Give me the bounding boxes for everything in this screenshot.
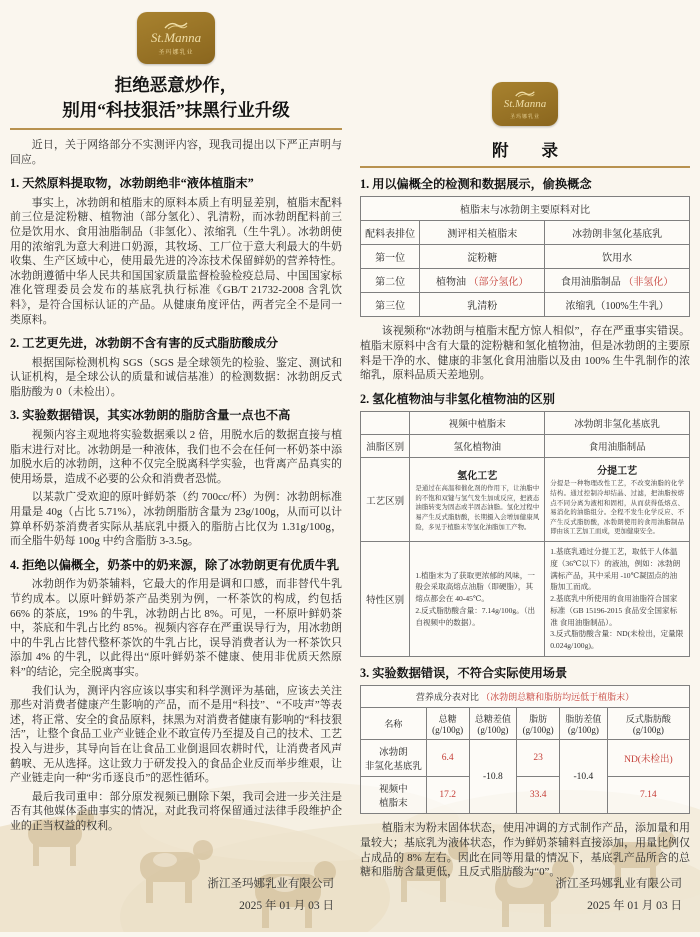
table-cell: 油脂区别 <box>361 435 410 458</box>
signature-block <box>556 874 683 918</box>
ingredients-comparison-table <box>360 196 690 317</box>
statement-column <box>10 0 342 932</box>
company-name: 浙江圣玛娜乳业有限公司 <box>555 878 682 891</box>
title-divider <box>10 128 342 130</box>
paragraph: 我们认为，测评内容应该以事实和科学测评为基础，应该去关注那些对消费者健康产生影响的产品，而不是用“科技”、“不吱声”等表述，将正常、安全的食品原料，抹黑为对消费者健康有影响的“科技狠活”，让整个食品工业产业链企业不敢宣传乃至提及自己的技术、工艺投入与进步，其导向旨在让食品工业倒退回农耕时代，让消费者风声鹤唳、无从选择。这让致力于研发投入的食品企业反而举步维艰，让产业链走向一种“劣币逐良币”的恶性循环。 <box>10 684 342 785</box>
table-cell: 特性区别 <box>361 542 410 657</box>
table-cell: 淀粉糖 <box>420 245 545 269</box>
table-cell: -10.8 <box>469 740 517 814</box>
paragraph: 最后我司重申：部分原发视频已删除下架，我司会进一步关注是否有其他媒体歪曲事实的情况，对此我司将保留通过法律手段维护企业的正当权益的权利。 <box>10 790 342 833</box>
signature-block <box>208 874 335 918</box>
table-cell: 6.4 <box>426 740 469 777</box>
brand-logo-script: St.Manna <box>503 97 547 110</box>
table-cell <box>361 412 410 435</box>
table-cell: 饮用水 <box>545 245 690 269</box>
table-cell: 冰勃朗非氢化基底乳 <box>545 221 690 245</box>
appendix-heading-1: 1. 用以偏概全的检测和数据展示，偷换概念 <box>360 177 592 191</box>
intro-paragraph: 近日，关于网络部分不实测评内容，现我司提出以下严正声明与回应。 <box>10 139 342 166</box>
section-heading: 1. 天然原料提取物，冰勃朗绝非“液体植脂末” <box>10 176 254 191</box>
appendix-paragraph-1: 该视频称“冰勃朗与植脂末配方惊人相似”，存在严重事实错误。植脂末原料中含有大量的淀粉糖和氢化植物油，但是冰勃朗的主要原料是干净的水、健康的非氢化食用油脂以及由 100% 生牛乳制作的浓缩乳，原料品质天差地别。 <box>360 325 690 382</box>
table-cell: 脂肪 (g/100g) <box>517 708 560 740</box>
table-cell: 第二位 <box>361 269 420 293</box>
appendix-heading-3: 3. 实验数据错误，不符合实际使用场景 <box>360 665 568 680</box>
paragraph: 冰勃朗作为奶茶辅料，它最大的作用是调和口感，而非替代牛乳节约成本。以原叶鲜奶茶产品类别为例，一杯茶饮的构成，约包括 66% 的茶底，19% 的牛乳，冰勃朗占比 8%。可见，一杯原叶鲜奶茶中，茶底和牛乳占比约 85%。视频内容存在严重误导行为，用冰勃朗中的牛乳占比替代整杯茶饮的牛乳占比，误导消费者认为一杯茶饮只添加 4% 的牛乳，以此得出“原叶鲜奶茶不健康、使用非优质天然原料”的结论，完全脱离事实。 <box>10 578 342 678</box>
section-heading: 2. 工艺更先进，冰勃朗不含有害的反式脂肪酸成分 <box>10 336 279 351</box>
appendix-title: 附 录 <box>492 141 558 160</box>
section-heading: 4. 拒绝以偏概全，奶茶中的奶来源，除了冰勃朗更有优质牛乳 <box>10 557 340 572</box>
table-cell: 测评相关植脂末 <box>420 221 545 245</box>
table-cell: 氢化工艺 是通过在高温和催化剂的作用下，让油脂中的不饱和双键与氢气发生加成反应，把液态油脂转变为固态或半固态油脂。氢化过程中易产生反式脂肪酸，长期摄入会增加健康风险，多见于植脂末等氢化油脂加工产物。 <box>410 458 545 542</box>
appendix-paragraph-3: 植脂末为粉末固体状态，使用冲调的方式制作产品，添加量和用量较大；基底乳为液体状态，作为鲜奶茶辅料直接添加，用量比例仅占成品的 8% 左右。因此在同等用量的情况下，基底乳产品所含的总糖和脂肪含量更低，且反式脂肪酸为“0”。 <box>360 822 690 879</box>
table-cell: 浓缩乳（100%生牛乳） <box>545 293 690 317</box>
table-cell: 冰勃朗非氢化基底乳 <box>545 412 690 435</box>
statement-sections <box>10 175 342 833</box>
cream-swirl-icon <box>514 89 536 98</box>
cream-swirl-icon <box>163 20 189 30</box>
table-cell: 视频中植脂末 <box>410 412 545 435</box>
appendix-column <box>360 0 690 932</box>
table-cell: 氢化植物油 <box>410 435 545 458</box>
table-cell: 植物油 （部分氢化） <box>420 269 545 293</box>
table-cell: 总糖 (g/100g) <box>426 708 469 740</box>
table-cell: 视频中 植脂末 <box>361 777 427 814</box>
table-cell: 17.2 <box>426 777 469 814</box>
table-title: 营养成分表对比 （冰勃朗总糖和脂肪均远低于植脂末） <box>361 686 690 708</box>
table-cell: 食用油脂制品 （非氢化） <box>545 269 690 293</box>
brand-logo-script: St.Manna <box>150 30 202 45</box>
oil-process-comparison-table <box>360 411 690 657</box>
table-cell: 第三位 <box>361 293 420 317</box>
table-cell: 23 <box>517 740 560 777</box>
table-cell: 食用油脂制品 <box>545 435 690 458</box>
table-cell: 脂肪差值 (g/100g) <box>560 708 608 740</box>
brand-logo-subtitle: 圣玛娜乳业 <box>509 114 540 120</box>
table-cell: ND(未检出) <box>607 740 689 777</box>
appendix-divider <box>360 166 690 168</box>
company-name: 浙江圣玛娜乳业有限公司 <box>207 878 334 891</box>
table-cell: 33.4 <box>517 777 560 814</box>
table-cell: 名称 <box>361 708 427 740</box>
paragraph: 根据国际检测机构 SGS（SGS 是全球领先的检验、鉴定、测试和认证机构，是全球公认的质量和诚信基准）的检测数据：冰勃朗反式脂肪酸为 0（未检出）。 <box>10 356 342 398</box>
brand-logo-subtitle: 圣玛娜乳业 <box>158 50 194 56</box>
brand-logo-small <box>492 82 558 126</box>
signature-date: 2025 年 01 月 03 日 <box>587 900 682 913</box>
table-cell: 7.14 <box>607 777 689 814</box>
appendix-heading-2: 2. 氢化植物油与非氢化植物油的区别 <box>360 391 555 406</box>
paragraph: 事实上，冰勃朗和植脂末的原料本质上有明显差别，植脂末配料前三位是淀粉糖、植物油（部分氢化）、乳清粉，而冰勃朗配料前三位是饮用水、食用油脂制品（非氢化）、浓缩乳（生牛乳）。冰勃朗使用的浓缩乳为意大利进口奶源，其牧场、工厂位于意大利最大的牛奶收集、生产区域中心，使用最先进的冷冻技术保留鲜奶的营养特性。冰勃朗遵循中华人民共和国国家质量监督检验检疫总局、中国国家标准化管理委员会发布的基底乳执行标准《GB/T 21732-2008 含乳饮料》，是符合国标认证的产品。从健康角度评估，两者完全不是同一类原料。 <box>10 196 342 326</box>
signature-date: 2025 年 01 月 03 日 <box>239 900 334 913</box>
statement-title-line1: 拒绝恶意炒作， <box>114 75 238 95</box>
table-cell: 1.基底乳通过分提工艺，取低于人体温度（36℃以下）的液油，例如：冰勃朗满标产品，其中采用 -10℃凝固点的油脂加工而成。 2.基底乳中所使用的食用油脂符合国家标准（GB 15196-2015 食品安全国家标准 食用油脂制品）。 3.反式脂肪酸含量：ND(未检出，定量限0.024g/100g)。 <box>545 542 690 657</box>
table-cell: 乳清粉 <box>420 293 545 317</box>
statement-title <box>10 73 342 122</box>
brand-logo <box>137 12 215 64</box>
nutrition-comparison-table <box>360 685 690 814</box>
table-cell: 总糖差值 (g/100g) <box>469 708 517 740</box>
statement-title-line2: 别用“科技狠活”抹黑行业升级 <box>62 99 290 120</box>
table-cell: 配料表排位 <box>361 221 420 245</box>
table-title: 植脂末与冰勃朗主要原料对比 <box>361 197 690 221</box>
table-cell: 反式脂肪酸 (g/100g) <box>607 708 689 740</box>
table-cell: 1.植脂末为了获取更浓郁的风味，一般会采取高熔点油脂（即硬脂），其熔点都会在 40-45℃。 2.反式脂肪酸含量：7.14g/100g。（出自视频中的数据）。 <box>410 542 545 657</box>
table-cell: 分提工艺 分提是一种物理改性工艺，不改变油脂的化学结构。通过控制冷却结晶、过滤，把油脂按熔点不同分离为液相和固相，从而获得低熔点、易消化的油脂组分。全程不发生化学反应、不产生反式脂肪酸，冰勃朗使用的食用油脂制品即由该工艺加工而成，更加健康安全。 <box>545 458 690 542</box>
paragraph: 以某款广受欢迎的原叶鲜奶茶（约 700cc/杯）为例：冰勃朗标准用量是 40g（占比 5.71%），冰勃朗脂肪含量为 23g/100g，从而可以计算单杯奶茶消费者实际从基底乳中摄入的脂肪占比仅为 1.31g/100g，而全脂牛奶每 100g 中约含脂肪 3-3.5g。 <box>10 491 342 548</box>
table-cell: -10.4 <box>560 740 608 814</box>
section-heading: 3. 实验数据错误，其实冰勃朗的脂肪含量一点也不高 <box>10 408 291 423</box>
table-cell: 冰勃朗 非氢化基底乳 <box>361 740 427 777</box>
table-cell: 第一位 <box>361 245 420 269</box>
table-cell: 工艺区别 <box>361 458 410 542</box>
paragraph: 视频内容主观地将实验数据乘以 2 倍，用脱水后的数据直接与植脂末进行对比。冰勃朗是一种液体，我们也不会在任何一杯奶茶中添加脱水后的冰勃朗，这种不仅完全脱离科学实验，也背离产品真实的使用场景，造成不必要的公众和消费者恐慌。 <box>10 428 342 485</box>
